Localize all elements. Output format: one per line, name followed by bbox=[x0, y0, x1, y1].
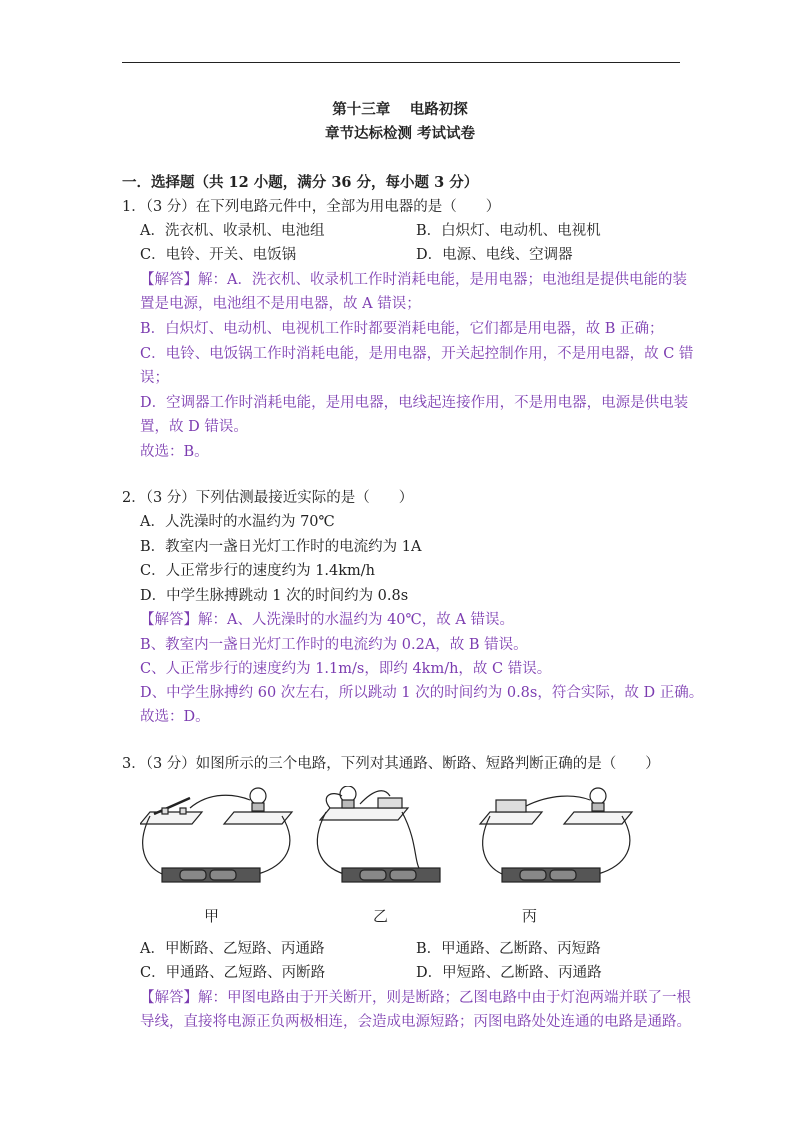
q1-answer-line: 置，故 D 错误。 bbox=[140, 419, 248, 435]
q2-stem: 2．（3 分）下列估测最接近实际的是（ ） bbox=[122, 490, 414, 506]
q3-option-c: C．甲通路、乙短路、丙断路 bbox=[140, 965, 326, 981]
q1-option-d: D．电源、电线、空调器 bbox=[416, 247, 573, 263]
section-heading: 一．选择题（共 12 小题，满分 36 分，每小题 3 分） bbox=[122, 174, 479, 191]
header-rule bbox=[122, 62, 680, 63]
answer-tag: 【解答】 bbox=[140, 612, 198, 628]
q1-answer-line bbox=[140, 268, 687, 289]
q2-option-b: B．教室内一盏日光灯工作时的电流约为 1A bbox=[140, 539, 422, 555]
circuit-jia bbox=[140, 788, 292, 882]
q3-option-d: D．甲短路、乙断路、丙通路 bbox=[416, 965, 602, 981]
q2-answer-text: 解：A、人洗澡时的水温约为 40℃，故 A 错误。 bbox=[198, 612, 514, 628]
q2-answer-line: 故选：D。 bbox=[140, 709, 210, 725]
circuit-bing bbox=[480, 788, 632, 882]
q2-option-d: D．中学生脉搏跳动 1 次的时间约为 0.8s bbox=[140, 588, 409, 604]
q3-stem: 3．（3 分）如图所示的三个电路，下列对其通路、断路、短路判断正确的是（ ） bbox=[122, 756, 660, 772]
chapter-title: 第十三章 电路初探 bbox=[332, 101, 468, 118]
q1-answer-line: 误； bbox=[140, 370, 169, 386]
answer-tag: 【解答】 bbox=[140, 990, 198, 1006]
q3-option-b: B．甲通路、乙断路、丙短路 bbox=[416, 941, 601, 957]
q1-answer-line: B．白炽灯、电动机、电视机工作时都要消耗电能，它们都是用电器，故 B 正确； bbox=[140, 321, 664, 337]
q1-answer-line: D．空调器工作时消耗电能，是用电器，电线起连接作用，不是用电器，电源是供电装 bbox=[140, 395, 689, 411]
q2-answer-line bbox=[140, 608, 514, 629]
circuit-diagrams-figure bbox=[140, 786, 640, 904]
q1-answer-text: 解：A．洗衣机、收录机工作时消耗电能，是用电器；电池组是提供电能的装 bbox=[198, 272, 687, 288]
q2-answer-line: D、中学生脉搏约 60 次左右，所以跳动 1 次的时间约为 0.8s，符合实际，故 D 正确。 bbox=[140, 685, 704, 701]
q3-answer-line: 导线，直接将电源正负两极相连，会造成电源短路；丙图电路处处连通的电路是通路。 bbox=[140, 1014, 691, 1030]
q2-answer-line: C、人正常步行的速度约为 1.1m/s，即约 4km/h，故 C 错误。 bbox=[140, 661, 552, 677]
q1-option-c: C．电铃、开关、电饭锅 bbox=[140, 247, 297, 263]
answer-tag: 【解答】 bbox=[140, 272, 198, 288]
q1-option-a: A．洗衣机、收录机、电池组 bbox=[140, 223, 325, 239]
circuit-label-yi: 乙 bbox=[373, 907, 389, 925]
circuit-label-jia: 甲 bbox=[204, 907, 220, 925]
circuit-yi bbox=[317, 786, 440, 882]
q1-answer-line: C．电铃、电饭锅工作时消耗电能，是用电器，开关起控制作用，不是用电器，故 C 错 bbox=[140, 346, 694, 362]
q1-answer-line: 置是电源，电池组不是用电器，故 A 错误； bbox=[140, 296, 421, 312]
q3-answer-line bbox=[140, 986, 691, 1007]
exam-subtitle: 章节达标检测 考试试卷 bbox=[324, 125, 476, 142]
q1-answer-line: 故选：B。 bbox=[140, 444, 209, 460]
circuit-label-bing: 丙 bbox=[522, 907, 538, 925]
q3-answer-text: 解：甲图电路由于开关断开，则是断路；乙图电路中由于灯泡两端并联了一根 bbox=[198, 990, 691, 1006]
q2-option-a: A．人洗澡时的水温约为 70℃ bbox=[140, 514, 335, 530]
q2-answer-line: B、教室内一盏日光灯工作时的电流约为 0.2A，故 B 错误。 bbox=[140, 637, 528, 653]
q1-option-b: B．白炽灯、电动机、电视机 bbox=[416, 223, 601, 239]
q1-stem: 1．（3 分）在下列电路元件中，全部为用电器的是（ ） bbox=[122, 199, 501, 215]
q3-option-a: A．甲断路、乙短路、丙通路 bbox=[140, 941, 325, 957]
q2-option-c: C．人正常步行的速度约为 1.4km/h bbox=[140, 563, 376, 579]
